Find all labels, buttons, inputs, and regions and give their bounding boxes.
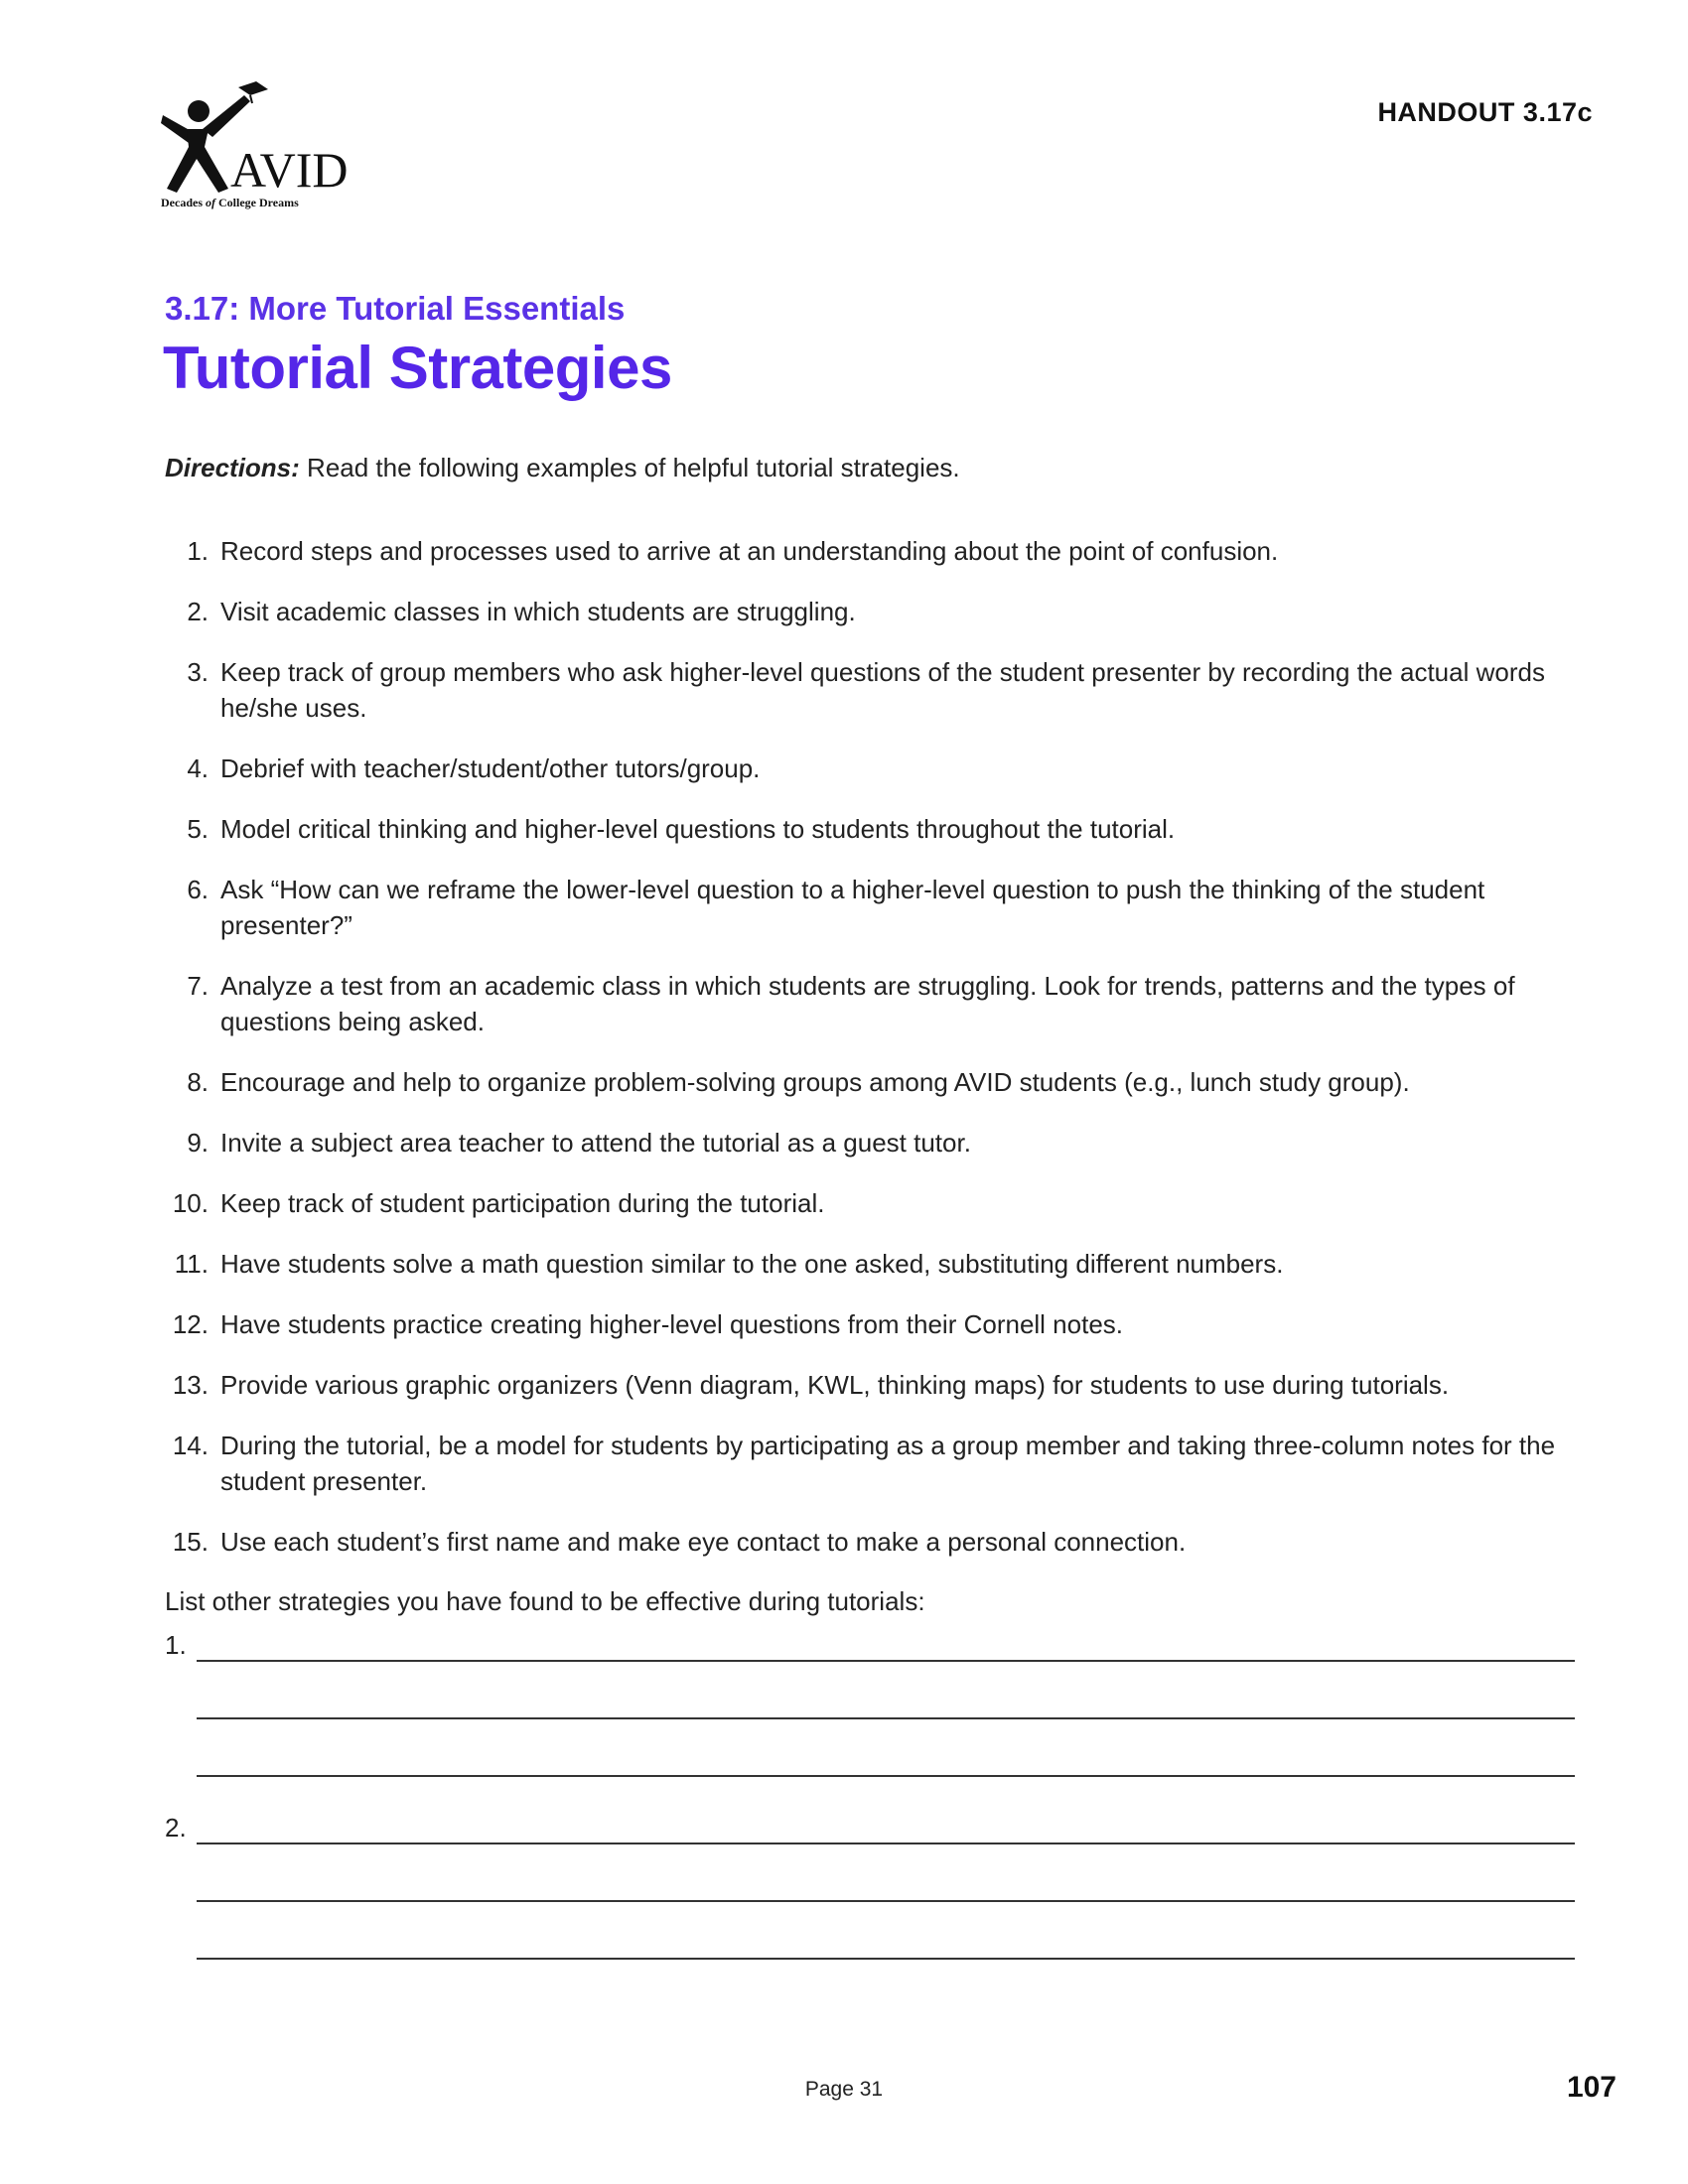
blank-list-prompt: List other strategies you have found to be effective during tutorials: — [165, 1586, 925, 1616]
list-item — [165, 872, 1595, 943]
blank-line[interactable] — [197, 1900, 1575, 1902]
logo-tagline-pre: Decades — [161, 196, 203, 209]
avid-figure-icon — [159, 77, 397, 195]
section-subtitle: 3.17: More Tutorial Essentials — [165, 290, 626, 327]
logo-tagline-mid: of — [206, 196, 215, 209]
directions-label: Directions: — [165, 453, 300, 482]
list-item — [165, 1246, 1595, 1282]
list-item-text: Visit academic classes in which students are struggling. — [220, 597, 856, 626]
list-item-text: Model critical thinking and higher-level questions to students throughout the tutorial. — [220, 814, 1176, 844]
blank-entry — [165, 1813, 1575, 1972]
list-item — [165, 654, 1595, 726]
list-item — [165, 1125, 1595, 1160]
blank-line[interactable] — [197, 1958, 1575, 1960]
list-item-text: Keep track of student participation during the tutorial. — [220, 1188, 825, 1218]
list-item-text: Provide various graphic organizers (Venn diagram, KWL, thinking maps) for students to use during tutorials. — [220, 1370, 1450, 1400]
page-title: Tutorial Strategies — [163, 335, 672, 401]
avid-wordmark: AVID — [230, 142, 349, 195]
blank-entry-number: 1. — [165, 1630, 187, 1660]
list-item-number: 10. — [172, 1188, 209, 1218]
list-item-number: 5. — [187, 814, 209, 844]
list-item-number: 8. — [187, 1067, 209, 1097]
page-number: 107 — [1566, 2071, 1617, 2104]
list-item-number: 15. — [172, 1527, 209, 1557]
handout-label: HANDOUT 3.17c — [1377, 97, 1593, 127]
list-item-number: 2. — [187, 597, 209, 626]
strategy-list — [165, 533, 1595, 1584]
blank-entry-number: 2. — [165, 1813, 187, 1843]
list-item-text: Use each student’s first name and make eye contact to make a personal connection. — [220, 1527, 1187, 1557]
list-item-number: 1. — [187, 536, 209, 566]
directions — [165, 453, 960, 483]
list-item-number: 6. — [187, 875, 209, 904]
list-item — [165, 811, 1595, 847]
list-item-text: Have students solve a math question similar to the one asked, substituting different numbers. — [220, 1249, 1284, 1279]
directions-text: Read the following examples of helpful tutorial strategies. — [299, 453, 960, 482]
avid-logo — [159, 77, 397, 211]
list-item — [165, 1428, 1595, 1499]
list-item-number: 3. — [187, 657, 209, 687]
list-item-text: Have students practice creating higher-level questions from their Cornell notes. — [220, 1309, 1124, 1339]
blank-line[interactable] — [197, 1843, 1575, 1844]
list-item-text: Invite a subject area teacher to attend the tutorial as a guest tutor. — [220, 1128, 971, 1158]
list-item-number: 14. — [172, 1431, 209, 1460]
list-item-text: Record steps and processes used to arrive at an understanding about the point of confusion. — [220, 536, 1279, 566]
list-item — [165, 751, 1595, 786]
list-item — [165, 968, 1595, 1039]
blank-line[interactable] — [197, 1717, 1575, 1719]
list-item — [165, 1185, 1595, 1221]
list-item-text: Encourage and help to organize problem-solving groups among AVID students (e.g., lunch study group). — [220, 1067, 1410, 1097]
list-item-text: Keep track of group members who ask higher-level questions of the student presenter by recording the actual words he/she uses. — [220, 657, 1545, 723]
list-item-text: Analyze a test from an academic class in which students are struggling. Look for trends, patterns and the types of questions being asked. — [220, 971, 1515, 1036]
logo-tagline — [161, 196, 299, 210]
logo-tagline-post: College Dreams — [218, 196, 299, 209]
blank-line[interactable] — [197, 1660, 1575, 1662]
list-item-number: 12. — [172, 1309, 209, 1339]
list-item — [165, 1306, 1595, 1342]
list-item-number: 11. — [174, 1249, 209, 1279]
list-item-text: During the tutorial, be a model for students by participating as a group member and taking three-column notes for the student presenter. — [220, 1431, 1556, 1496]
list-item-number: 4. — [187, 753, 209, 783]
blank-line[interactable] — [197, 1775, 1575, 1777]
list-item-text: Ask “How can we reframe the lower-level question to a higher-level question to push the thinking of the student presenter?” — [220, 875, 1485, 940]
list-item — [165, 594, 1595, 629]
blank-entry — [165, 1630, 1575, 1789]
list-item — [165, 1367, 1595, 1403]
list-item — [165, 533, 1595, 569]
list-item — [165, 1064, 1595, 1100]
page-label: Page 31 — [804, 2078, 884, 2101]
list-item-text: Debrief with teacher/student/other tutors/group. — [220, 753, 761, 783]
list-item — [165, 1524, 1595, 1560]
list-item-number: 13. — [172, 1370, 209, 1400]
list-item-number: 9. — [187, 1128, 209, 1158]
list-item-number: 7. — [187, 971, 209, 1001]
